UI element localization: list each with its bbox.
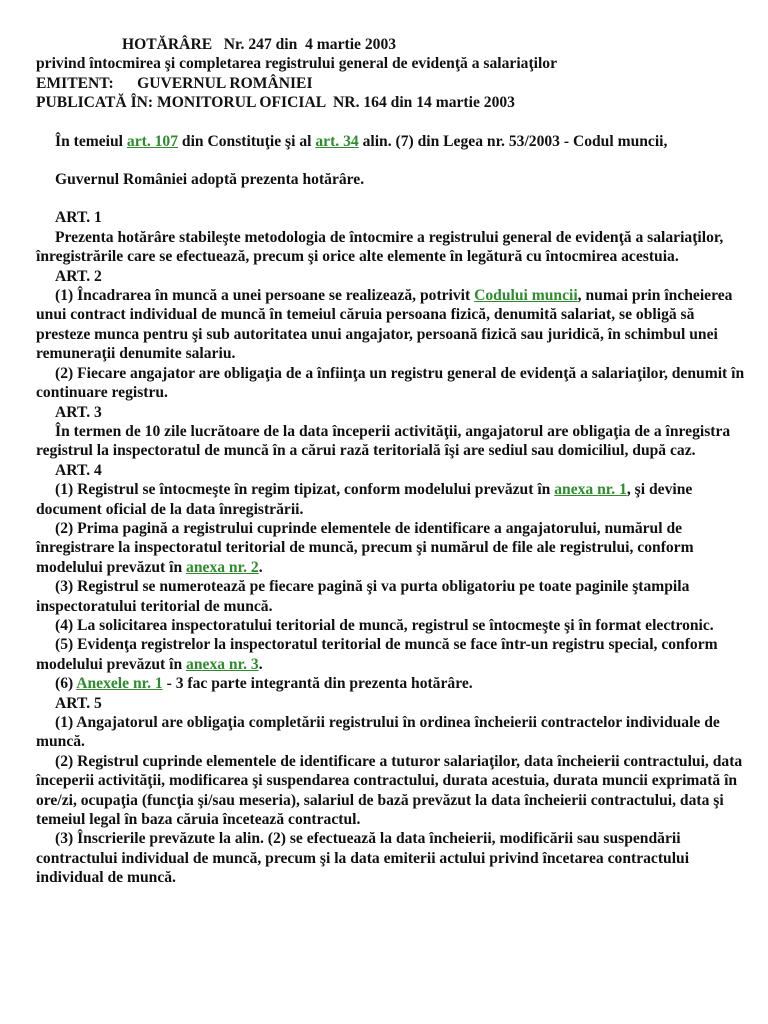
article-1-paragraph: Prezenta hotărâre stabileşte metodologia de întocmire a registrului general de evidenţă a salariaţilor, înregistrările care se efectuează, precum şi orice alte elemente în legătură cu întocmirea acestuia. xyxy=(36,228,724,266)
article-1-heading: ART. 1 xyxy=(55,209,102,227)
article-4-paragraph-4: (4) La solicitarea inspectoratului teritorial de muncă, registrul se întocmeşte şi în format electronic. xyxy=(55,616,714,634)
paragraph-text: . xyxy=(258,655,263,673)
article-4-paragraph-3: (3) Registrul se numerotează pe fiecare pagină şi va purta obligatoriu pe toate paginile ştampila inspectoratului teritorial de muncă. xyxy=(36,578,690,615)
adoption-statement: Guvernul României adoptă prezenta hotărâre. xyxy=(55,171,365,189)
article-5-paragraph-2: (2) Registrul cuprinde elementele de identificare a tuturor salariaţilor, data încheierii contractului, data începerii activităţii, modificarea şi suspendarea contractului, durata acestuia, durata muncii exprimată în ore/zi, ocupaţia (funcţia şi/sau meseria), salariul de bază prevăzut la data încheierii contractului, data şi temeiul legal în baza căruia încetează contractul. xyxy=(36,752,743,829)
preamble xyxy=(36,132,748,151)
document-header xyxy=(36,35,748,113)
article-3-heading: ART. 3 xyxy=(55,403,102,421)
article-5-heading: ART. 5 xyxy=(55,694,102,712)
paragraph-text: (1) Registrul se întocmeşte în regim tipizat, conform modelului prevăzut în xyxy=(55,481,555,499)
paragraph-text: , şi devine document oficial de la data înregistrării. xyxy=(36,481,693,518)
article-5-paragraph-1: (1) Angajatorul are obligaţia completării registrului în ordinea încheierii contractelor individuale de muncă. xyxy=(36,714,720,751)
emitent-line xyxy=(36,74,748,93)
paragraph-text: (1) Încadrarea în muncă a unei persoane se realizează, potrivit xyxy=(55,287,475,305)
article-4-paragraph-1 xyxy=(36,480,748,519)
publication-line: PUBLICATĂ ÎN: MONITORUL OFICIAL NR. 164 din 14 martie 2003 xyxy=(36,94,515,112)
link-anexele-1[interactable]: Anexele nr. 1 xyxy=(76,675,163,693)
preamble-text: alin. (7) din Legea nr. 53/2003 - Codul muncii, xyxy=(358,132,668,150)
paragraph-text: (2) Prima pagină a registrului cuprinde elementele de identificare a angajatorului, numărul de înregistrare la inspectoratul teritorial de muncă, precum şi numărul de file ale registrului, conform modelului prevăzut în xyxy=(36,519,694,576)
link-anexa-2[interactable]: anexa nr. 2 xyxy=(186,558,259,576)
preamble-text: În temeiul xyxy=(55,132,127,150)
article-4-paragraph-2 xyxy=(36,519,748,577)
paragraph-text: (6) xyxy=(55,675,77,693)
emitent-label: EMITENT: xyxy=(36,74,114,92)
spacer xyxy=(36,189,748,208)
article-4-paragraph-5 xyxy=(36,635,748,674)
link-anexa-3[interactable]: anexa nr. 3 xyxy=(186,655,259,673)
decision-title: HOTĂRÂRE Nr. 247 din 4 martie 2003 xyxy=(122,36,397,53)
spacer xyxy=(36,113,748,132)
article-2-paragraph-1 xyxy=(36,286,748,364)
link-codul-muncii[interactable]: Codului muncii xyxy=(474,287,578,305)
link-art-34[interactable]: art. 34 xyxy=(315,132,359,150)
link-anexa-1[interactable]: anexa nr. 1 xyxy=(554,481,627,499)
paragraph-text: (5) Evidenţa registrelor la inspectoratul teritorial de muncă se face într-un registru special, conform modelului prevăzut în xyxy=(36,636,718,673)
paragraph-text: , numai prin încheierea unui contract individual de muncă în temeiul căruia persoana fizică, denumită salariat, se obligă să presteze munca pentru şi sub autoritatea unui angajator, persoană fizică sau juridică, în schimbul unei remuneraţii denumite salariu. xyxy=(36,287,733,363)
article-3-paragraph: În termen de 10 zile lucrătoare de la data începerii activităţii, angajatorul are obligaţia de a înregistra registrul la inspectoratul de muncă în a cărui rază teritorială îşi are sediul sau domiciliul, după caz. xyxy=(36,422,731,460)
paragraph-text: . xyxy=(258,558,263,576)
emitent-value: GUVERNUL ROMÂNIEI xyxy=(137,74,313,92)
article-2-heading: ART. 2 xyxy=(55,267,102,285)
preamble-text: din Constituţie şi al xyxy=(178,132,316,150)
link-art-107[interactable]: art. 107 xyxy=(126,132,179,150)
article-4-heading: ART. 4 xyxy=(55,461,102,479)
article-2-paragraph-2: (2) Fiecare angajator are obligaţia de a înfiinţa un registru general de evidenţă a salariaţilor, denumit în continuare registru. xyxy=(36,364,745,402)
spacer xyxy=(36,151,748,170)
article-4-paragraph-6 xyxy=(36,674,748,693)
paragraph-text: - 3 fac parte integrantă din prezenta hotărâre. xyxy=(162,675,473,693)
article-5-paragraph-3: (3) Înscrierile prevăzute la alin. (2) se efectuează la data încheierii, modificării sau suspendării contractului individual de muncă, precum şi la data emiterii actului privind încetarea contractului individual de muncă. xyxy=(36,830,690,887)
decision-subtitle: privind întocmirea şi completarea registrului general de evidenţă a salariaţilor xyxy=(36,55,558,73)
